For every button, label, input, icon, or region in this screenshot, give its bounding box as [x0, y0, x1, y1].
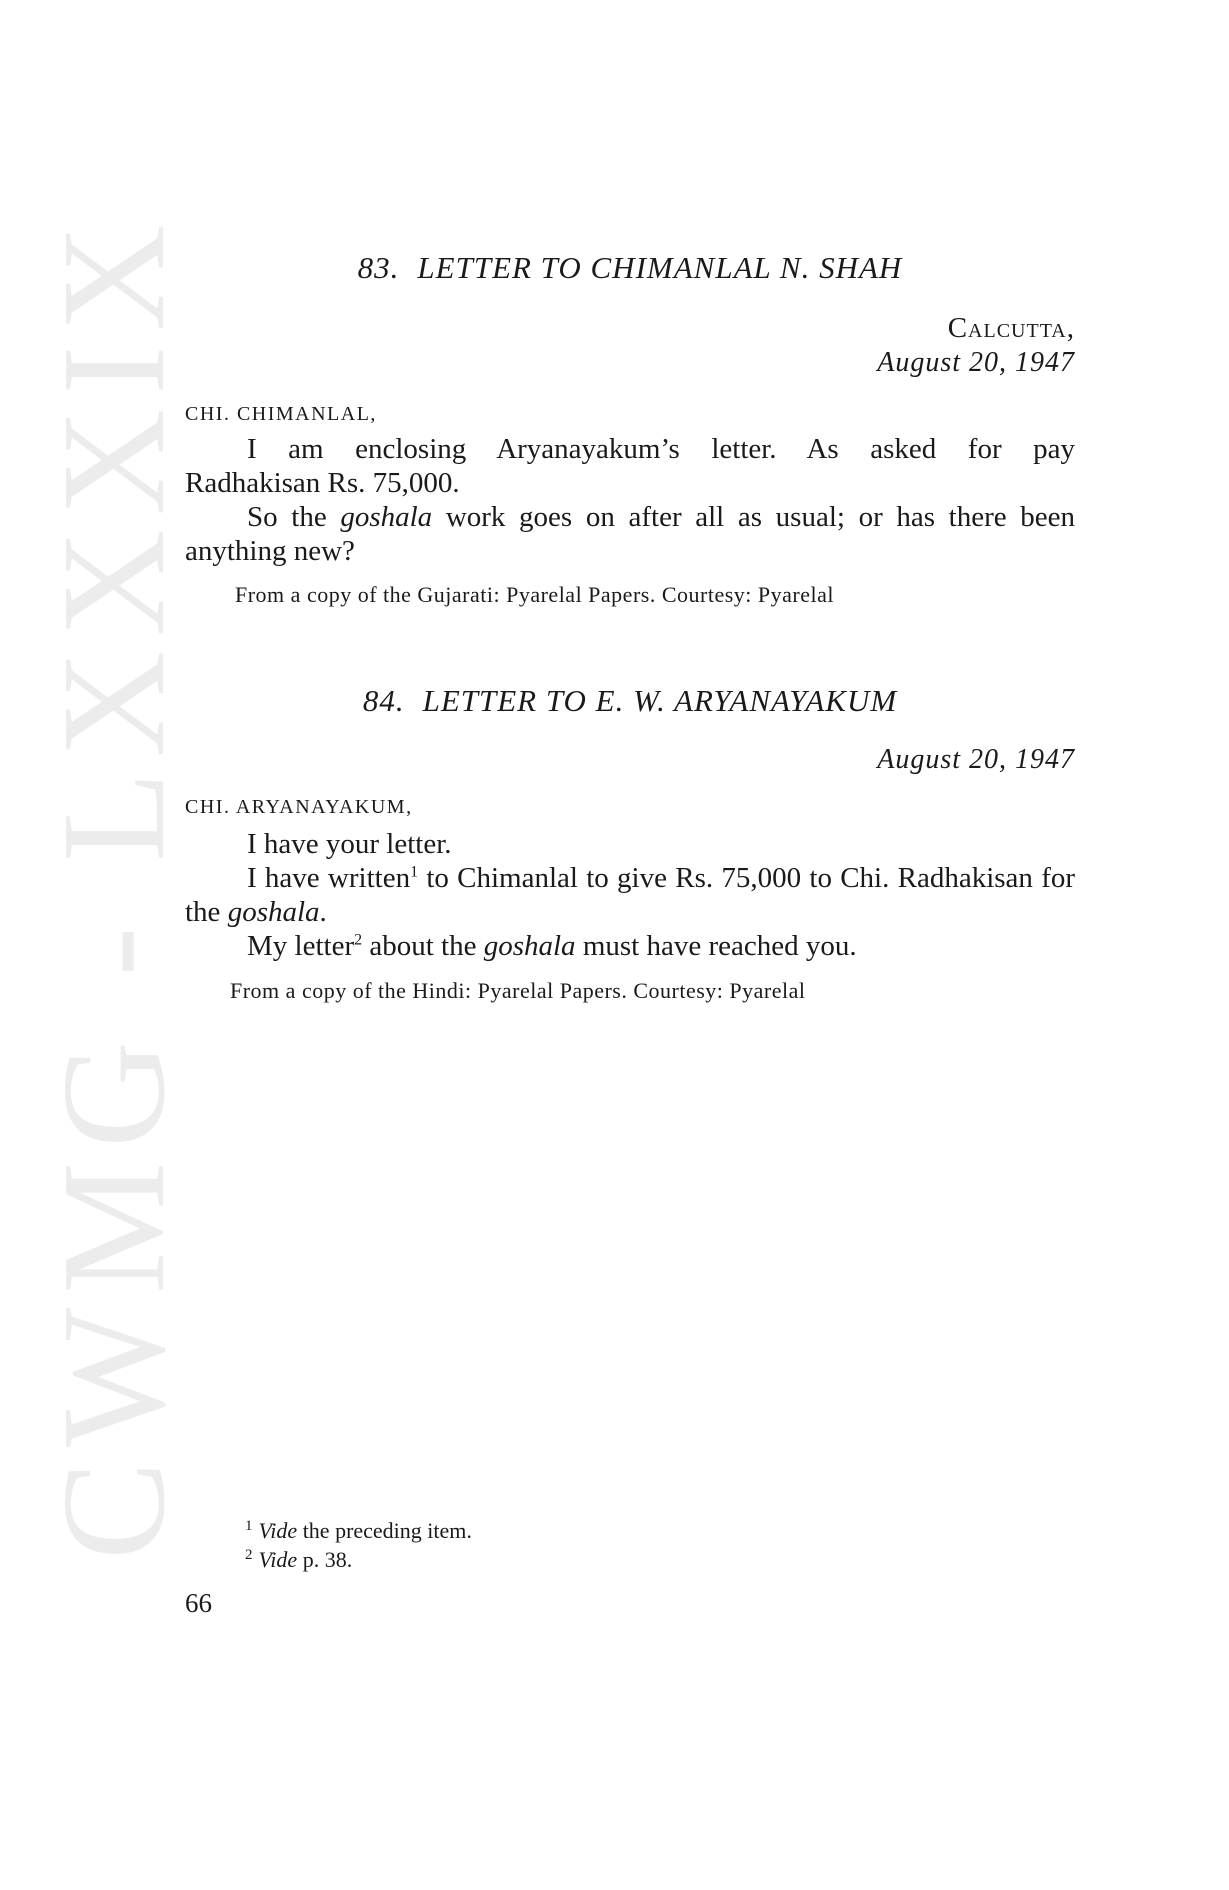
letter-84-date: August 20, 1947 — [877, 744, 1075, 775]
letter-83-title: LETTER TO CHIMANLAL N. SHAH — [417, 250, 903, 285]
letter-84-paragraph-2-italic: goshala — [227, 896, 320, 928]
letter-83-date: August 20, 1947 — [877, 347, 1075, 378]
watermark: CWMG - LXXXIX — [32, 210, 196, 1560]
letter-84-paragraph-2-text-b: to Chimanlal to give Rs. 75,000 to Chi. Radhakisan for the — [185, 862, 1076, 928]
footnote-1-number: 1 — [245, 1517, 253, 1534]
letter-84-paragraph-3-text-c: must have reached you. — [575, 930, 857, 962]
letter-84-paragraph-2-text-a: I have written — [247, 862, 411, 894]
letter-84-title: LETTER TO E. W. ARYANAYAKUM — [422, 683, 898, 718]
letter-83-salutation: CHI. CHIMANLAL, — [185, 403, 377, 425]
footnote-2-italic: Vide — [258, 1547, 298, 1572]
letter-84-heading — [185, 683, 1075, 719]
letter-83-paragraph-1-line-2: Radhakisan Rs. 75,000. — [185, 467, 460, 499]
page-number: 66 — [185, 1588, 212, 1618]
footnote-ref-2: 2 — [354, 931, 363, 949]
letter-83-paragraph-2-text-a: So the — [247, 501, 341, 533]
letter-83-paragraph-1-line-1: I am enclosing Aryanayakum’s letter. As asked for pay — [247, 433, 1075, 465]
footnote-2-text: p. 38. — [297, 1547, 353, 1572]
footnote-2-number: 2 — [245, 1546, 253, 1563]
letter-84-source: From a copy of the Hindi: Pyarelal Papers. Courtesy: Pyarelal — [230, 978, 806, 1003]
letter-84-salutation: CHI. ARYANAYAKUM, — [185, 796, 413, 818]
footnote-1-italic: Vide — [258, 1518, 298, 1543]
footnote-2 — [245, 1547, 352, 1573]
footnote-1-text: the preceding item. — [297, 1518, 472, 1543]
letter-84-number: 84. — [362, 683, 405, 718]
letter-84-paragraph-3-italic: goshala — [483, 930, 576, 962]
letter-84-paragraph-3-text-a: My letter — [247, 930, 355, 962]
letter-83-paragraph-2 — [185, 500, 1075, 568]
letter-84-paragraph-2-text-c: . — [319, 896, 327, 928]
letter-84-paragraph-3-text-b: about the — [362, 930, 484, 962]
footnote-1 — [245, 1518, 472, 1544]
letter-83-paragraph-2-text-b: work goes on after all as usual; or has there been anything new? — [185, 501, 1075, 567]
letter-83-paragraph-1 — [185, 432, 1075, 500]
letter-83-place: Calcutta, — [947, 312, 1075, 344]
letter-83-source: From a copy of the Gujarati: Pyarelal Papers. Courtesy: Pyarelal — [235, 582, 834, 607]
footnote-ref-1: 1 — [410, 863, 419, 881]
letter-83-number: 83. — [357, 250, 400, 285]
letter-83-paragraph-2-italic: goshala — [340, 501, 433, 533]
letter-84-paragraph-2 — [185, 861, 1075, 929]
letter-83-heading — [185, 250, 1075, 286]
letter-84-paragraph-3 — [185, 929, 1075, 963]
letter-84-paragraph-1: I have your letter. — [247, 828, 452, 860]
